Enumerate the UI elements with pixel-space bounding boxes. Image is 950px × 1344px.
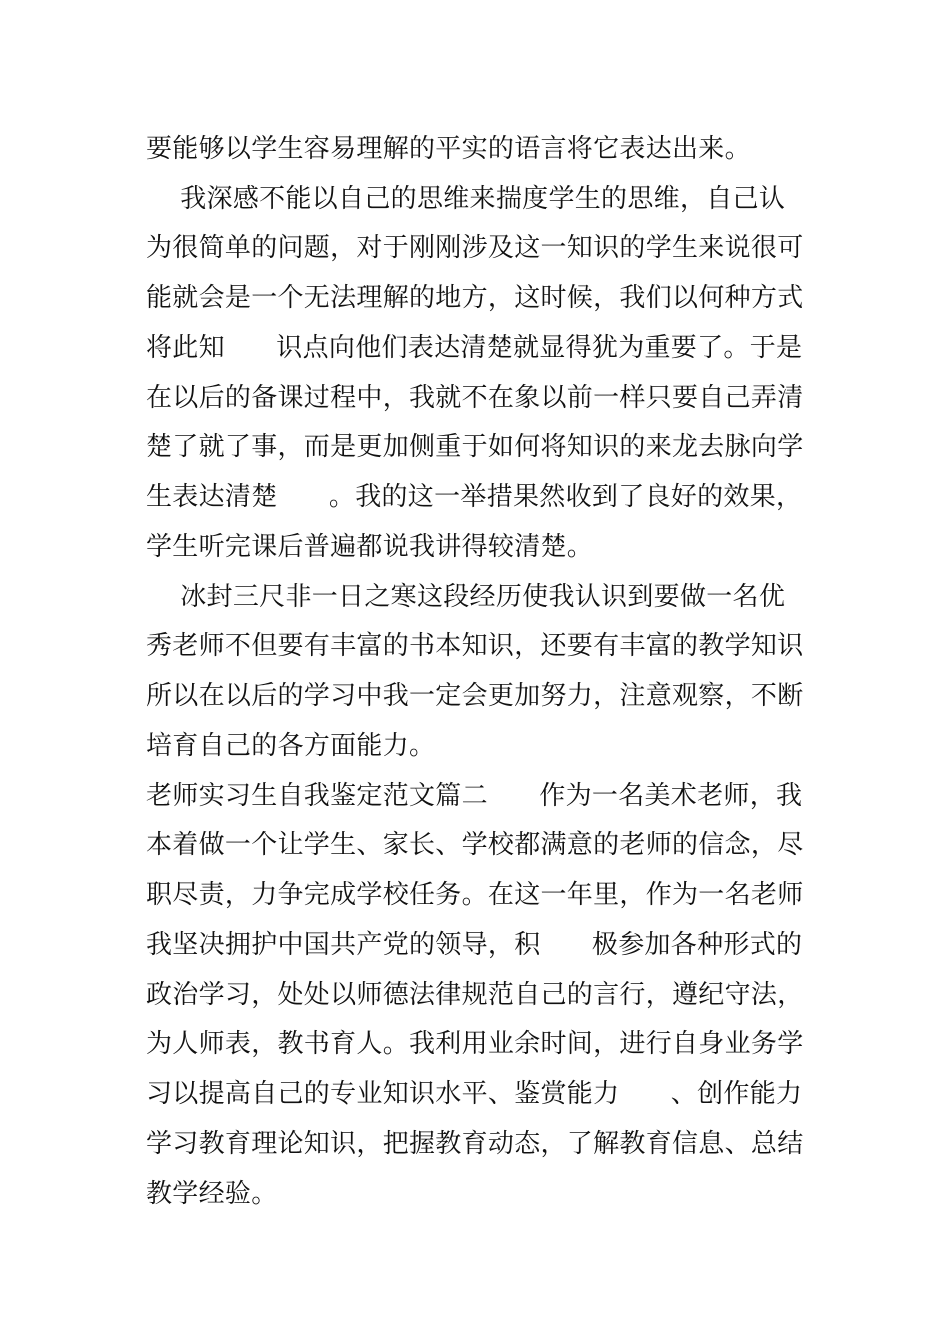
- text-line: 要能够以学生容易理解的平实的语言将它表达出来。: [146, 134, 751, 164]
- text-line: 我深感不能以自己的思维来揣度学生的思维，自己认: [146, 184, 786, 214]
- text-line: 培育自己的各方面能力。: [146, 731, 436, 761]
- text-line: 教学经验。: [146, 1179, 278, 1209]
- text-line: 在以后的备课过程中，我就不在象以前一样只要自己弄清: [146, 383, 804, 413]
- text-line: 为人师表，教书育人。我利用业余时间，进行自身业务学: [146, 1029, 804, 1059]
- text-line: 楚了就了事，而是更加侧重于如何将知识的来龙去脉向学: [146, 432, 804, 462]
- text-line: 生表达清楚 。我的这一举措果然收到了良好的效果，: [146, 482, 803, 512]
- text-line: 冰封三尺非一日之寒这段经历使我认识到要做一名优: [146, 582, 786, 612]
- section-heading-line: 老师实习生自我鉴定范文篇二 作为一名美术老师，我: [146, 781, 803, 811]
- text-line: 我坚决拥护中国共产党的领导，积 极参加各种形式的: [146, 930, 803, 960]
- text-line: 职尽责，力争完成学校任务。在这一年里，作为一名老师: [146, 880, 804, 910]
- text-line: 所以在以后的学习中我一定会更加努力，注意观察，不断: [146, 681, 804, 711]
- text-line: 本着做一个让学生、家长、学校都满意的老师的信念，尽: [146, 830, 804, 860]
- text-line: 将此知 识点向他们表达清楚就显得犹为重要了。于是: [146, 333, 803, 363]
- text-line: 秀老师不但要有丰富的书本知识，还要有丰富的教学知识: [146, 631, 804, 661]
- text-line: 学生听完课后普遍都说我讲得较清楚。: [146, 532, 594, 562]
- text-line: 政治学习，处处以师德法律规范自己的言行，遵纪守法，: [146, 980, 804, 1010]
- text-line: 学习教育理论知识，把握教育动态，了解教育信息、总结: [146, 1129, 804, 1159]
- text-line: 为很简单的问题，对于刚刚涉及这一知识的学生来说很可: [146, 233, 804, 263]
- text-line: 习以提高自己的专业知识水平、鉴赏能力 、创作能力: [146, 1079, 803, 1109]
- text-line: 能就会是一个无法理解的地方，这时候，我们以何种方式: [146, 283, 804, 313]
